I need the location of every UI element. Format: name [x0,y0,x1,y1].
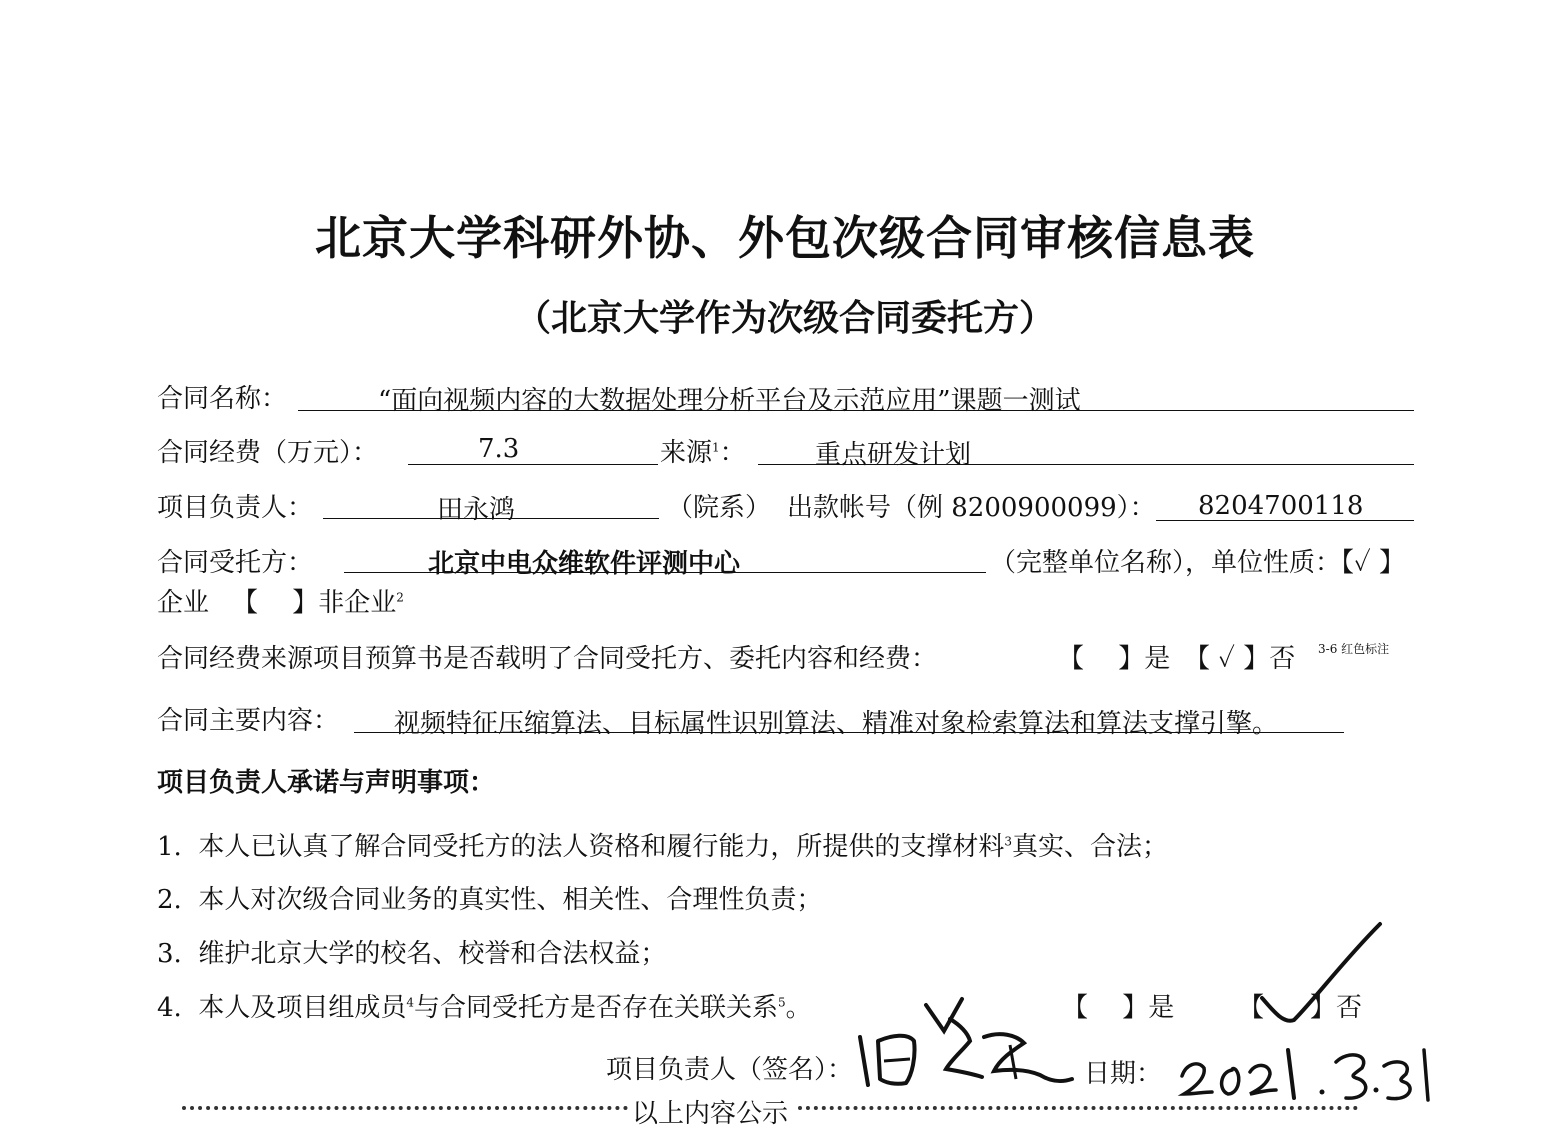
fund-source-value: 重点研发计划 [815,440,972,470]
project-leader-value: 田永鸿 [437,495,516,525]
form-title: 北京大学科研外协、外包次级合同审核信息表 [315,211,1255,265]
signature-label: 项目负责人（签名）： [606,1055,854,1085]
contractee-value: 北京中电众维软件评测中心 [428,549,741,579]
budget-question-label: 合同经费来源项目预算书是否载明了合同受托方、委托内容和经费： [157,644,938,674]
commitments-heading: 项目负责人承诺与声明事项： [157,768,496,798]
commitment-item-3: 3. 维护北京大学的校名、校誉和合法权益； [157,939,667,969]
account-label: 出款帐号（例 8200900099）： [787,493,1156,523]
related-no-open-bracket: 【 [1238,993,1265,1023]
date-label: 日期： [1084,1059,1163,1089]
form-subtitle: （北京大学作为次级合同委托方） [514,297,1055,339]
commitment-item-4: 4. 本人及项目组成员$^4$与合同受托方是否存在关联关系$^5$。 [157,993,812,1023]
project-leader-label: 项目负责人： [157,493,314,523]
dotted-separator-right [798,1106,1358,1110]
commitment-item-2: 2. 本人对次级合同业务的真实性、相关性、合理性负责； [157,885,823,915]
fund-source-label: 来源$^1$： [660,438,746,468]
related-no-option: 】否 [1310,993,1363,1023]
handwritten-signature [850,985,1082,1100]
contract-fee-value: 7.3 [478,434,520,464]
red-mark-note: 3-6 红色标注 [1318,642,1390,656]
handwritten-date [1176,1020,1436,1104]
enterprise-option: 企业 [157,588,210,618]
budget-yes-option: 【 】是 [1058,644,1171,674]
unit-nature-label: （完整单位名称），单位性质：【✓ 】 [990,548,1406,578]
contract-name-value: “面向视频内容的大数据处理分析平台及示范应用”课题一测试 [378,386,1081,416]
related-yes-option: 【 】是 [1062,993,1175,1023]
main-content-value: 视频特征压缩算法、目标属性识别算法、精准对象检索算法和算法支撑引擎。 [394,709,1279,739]
account-value: 8204700118 [1198,491,1364,521]
contract-fee-underline [408,464,658,465]
handwritten-check-icon [1256,920,1386,1030]
contractee-label: 合同受托方： [157,548,314,578]
non-enterprise-option: 【 】非企业$^2$ [232,588,404,618]
budget-no-option: 【 ✓ 】否 [1184,644,1296,674]
dotted-separator-left [182,1106,628,1110]
main-content-label: 合同主要内容： [157,706,340,736]
contract-fee-label: 合同经费（万元）： [157,438,379,468]
department-label: （院系） [667,493,772,523]
contract-name-label: 合同名称： [157,384,288,414]
commitment-item-1: 1. 本人已认真了解合同受托方的法人资格和履行能力，所提供的支撑材料$^3$真实、合法； [157,832,1169,862]
public-notice-label: 以上内容公示 [632,1099,789,1129]
